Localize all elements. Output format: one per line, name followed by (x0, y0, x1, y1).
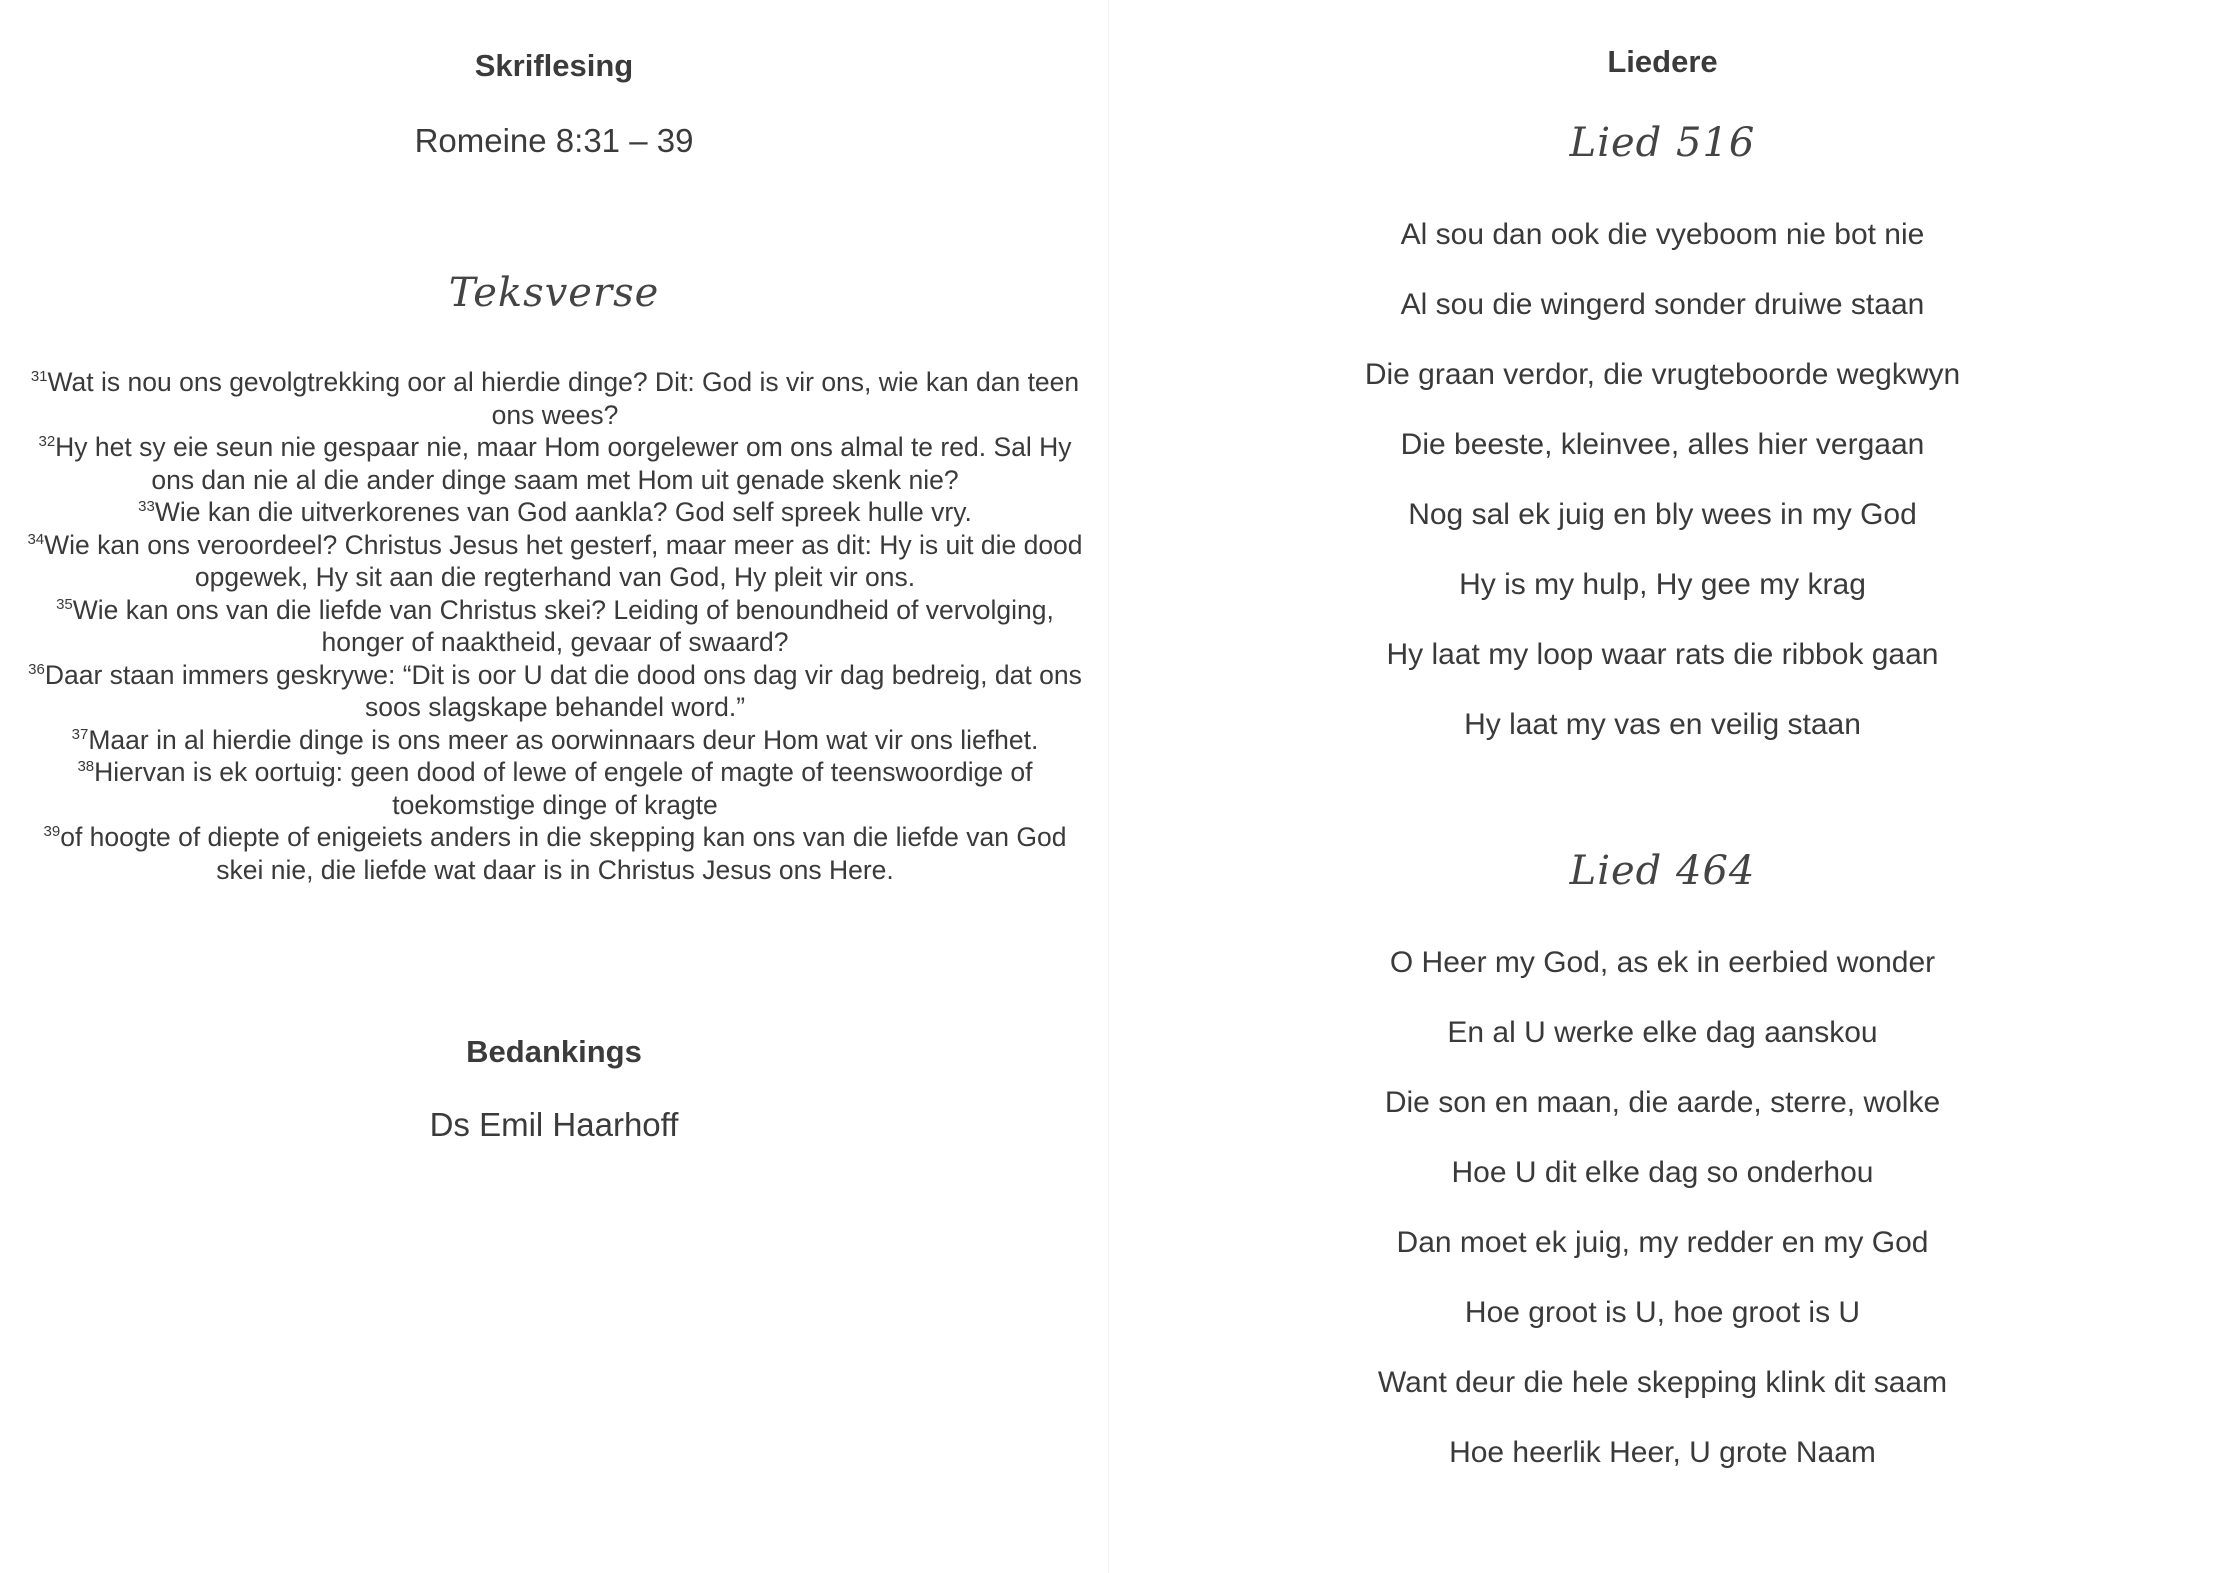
verse-text: Wie kan die uitverkorenes van God aankla? God self spreek hulle vry. (154, 497, 972, 527)
song-title: Lied 464 (1569, 848, 1756, 894)
verse (20, 594, 1090, 659)
verse-number: 34 (27, 530, 45, 548)
verse (20, 496, 1090, 529)
lyric-line: O Heer my God, as ek in eerbied wonder (1389, 946, 1936, 979)
lyric-line: Hoe U dit elke dag so onderhou (1451, 1156, 1874, 1189)
verse (20, 529, 1090, 594)
verse-text: Hiervan is ek oortuig: geen dood of lewe of engele of magte of teenswoordige of toekomstige dinge of kragte (94, 757, 1033, 820)
lyric-line: Al sou die wingerd sonder druiwe staan (1400, 288, 1925, 321)
verse-number: 35 (56, 595, 73, 613)
lyric-line: Hy laat my vas en veilig staan (1464, 708, 1861, 741)
right-page (1108, 0, 2217, 1573)
verse (20, 659, 1090, 724)
bible-verses (20, 366, 1090, 886)
verse-number: 37 (71, 725, 89, 743)
lyric-line: Hy is my hulp, Hy gee my krag (1459, 568, 1866, 601)
verse-number: 39 (43, 823, 61, 840)
verse-text: Daar staan immers geskrywe: “Dit is oor U dat die dood ons dag vir dag bedreig, dat ons soos slagskape behandel word.” (44, 659, 1082, 722)
lyric-line: Die graan verdor, die vrugteboorde wegkwyn (1364, 358, 1961, 391)
bedankings-heading: Bedankings (466, 1034, 642, 1069)
liedere-heading: Liedere (1607, 44, 1718, 79)
verse-text: Wie kan ons veroordeel? Christus Jesus het gesterf, maar meer as dit: Hy is uit die dood opgewek, Hy sit aan die regterhand van God, Hy pleit vir ons. (44, 529, 1083, 592)
verse (20, 724, 1090, 757)
verse-text: Wat is nou ons gevolgtrekking oor al hierdie dinge? Dit: God is vir ons, wie kan dan teen ons wees? (47, 367, 1080, 430)
verse-text: Hy het sy eie seun nie gespaar nie, maar Hom oorgelewer om ons almal te red. Sal Hy ons dan nie al die ander dinge saam met Hom uit genade skenk nie? (55, 432, 1072, 495)
song-title: Lied 516 (1569, 120, 1756, 166)
verse (20, 821, 1090, 886)
verse-number: 31 (30, 368, 48, 385)
lyric-line: Hoe groot is U, hoe groot is U (1464, 1296, 1861, 1329)
verse-text: Maar in al hierdie dinge is ons meer as oorwinnaars deur Hom wat vir ons liefhet. (88, 724, 1039, 755)
lyric-line: Die son en maan, die aarde, sterre, wolke (1384, 1086, 1941, 1119)
verse-text: Wie kan ons van die liefde van Christus skei? Leiding of benoundheid of vervolging, honger of naaktheid, gevaar of swaard? (72, 594, 1054, 657)
song-lyrics (1108, 216, 2217, 776)
verse-text: of hoogte of diepte of enigeiets anders in die skepping kan ons van die liefde van God skei nie, die liefde wat daar is in Christus Jesus ons Here. (60, 822, 1067, 885)
song-lyrics (1108, 944, 2217, 1504)
verse-number: 38 (77, 758, 95, 775)
lyric-line: Hy laat my loop waar rats die ribbok gaan (1386, 638, 1939, 671)
verse (20, 431, 1090, 496)
reading-reference: Romeine 8:31 – 39 (414, 122, 694, 159)
bedankings-name: Ds Emil Haarhoff (429, 1106, 679, 1143)
verse-number: 32 (38, 433, 56, 450)
lyric-line: En al U werke elke dag aanskou (1447, 1016, 1878, 1049)
verse-number: 36 (28, 660, 45, 678)
lyric-line: Die beeste, kleinvee, alles hier vergaan (1400, 428, 1925, 461)
teksverse-heading: Teksverse (448, 270, 660, 316)
skriflesing-heading: Skriflesing (474, 48, 634, 83)
lyric-line: Al sou dan ook die vyeboom nie bot nie (1400, 218, 1925, 251)
lyric-line: Want deur die hele skepping klink dit saam (1377, 1366, 1948, 1399)
lyric-line: Hoe heerlik Heer, U grote Naam (1449, 1436, 1876, 1469)
left-page (0, 0, 1108, 1573)
lyric-line: Dan moet ek juig, my redder en my God (1396, 1226, 1929, 1259)
verse (20, 756, 1090, 821)
verse (20, 366, 1090, 431)
lyric-line: Nog sal ek juig en bly wees in my God (1408, 498, 1917, 531)
verse-number: 33 (138, 498, 155, 515)
